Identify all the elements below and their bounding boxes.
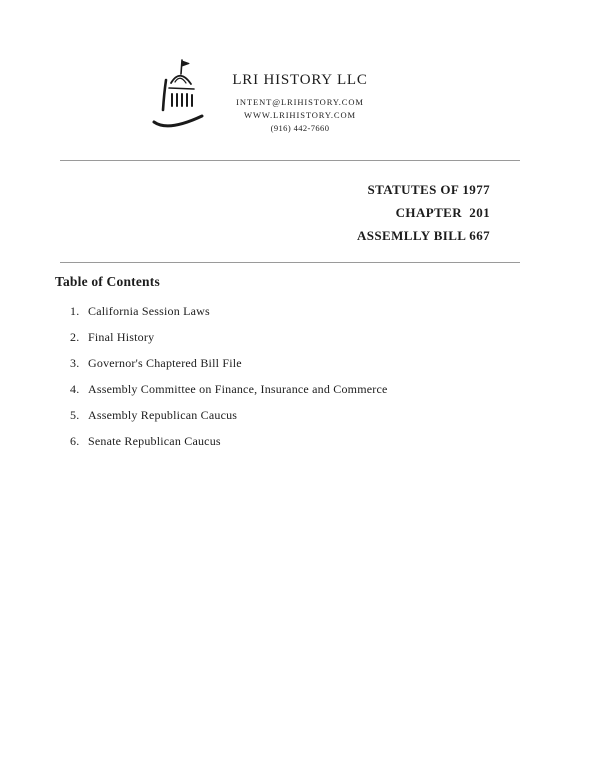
toc-item-label: Governor's Chaptered Bill File bbox=[88, 356, 242, 370]
divider-bottom bbox=[60, 262, 520, 263]
statute-year: STATUTES OF 1977 bbox=[367, 182, 490, 197]
toc-item-number: 5. bbox=[70, 408, 80, 422]
toc-item bbox=[70, 434, 388, 449]
company-email: INTENT@LRIHISTORY.COM bbox=[236, 97, 364, 107]
toc-list bbox=[70, 304, 388, 460]
statute-bill: ASSEMLLY BILL 667 bbox=[357, 228, 490, 243]
toc-item-label: Assembly Republican Caucus bbox=[88, 408, 238, 422]
toc-title: Table of Contents bbox=[55, 274, 160, 289]
company-phone: (916) 442-7660 bbox=[270, 123, 330, 133]
divider-top bbox=[60, 160, 520, 161]
statute-chapter: CHAPTER 201 bbox=[395, 205, 490, 220]
statute-block bbox=[357, 178, 490, 247]
toc-item bbox=[70, 330, 388, 345]
toc-item-label: California Session Laws bbox=[88, 304, 210, 318]
toc-item-label: Senate Republican Caucus bbox=[88, 434, 221, 448]
toc-item-label: Assembly Committee on Finance, Insurance and Commerce bbox=[88, 382, 388, 396]
toc-item-number: 3. bbox=[70, 356, 80, 370]
toc-item bbox=[70, 304, 388, 319]
toc-item bbox=[70, 408, 388, 423]
company-website: WWW.LRIHISTORY.COM bbox=[244, 110, 356, 120]
letterhead bbox=[0, 72, 600, 135]
company-name: LRI HISTORY LLC bbox=[232, 72, 368, 88]
toc-item bbox=[70, 382, 388, 397]
toc-item-number: 6. bbox=[70, 434, 80, 448]
toc-item-number: 2. bbox=[70, 330, 80, 344]
toc-item-label: Final History bbox=[88, 330, 155, 344]
toc-item-number: 4. bbox=[70, 382, 80, 396]
toc-item bbox=[70, 356, 388, 371]
toc-item-number: 1. bbox=[70, 304, 80, 318]
